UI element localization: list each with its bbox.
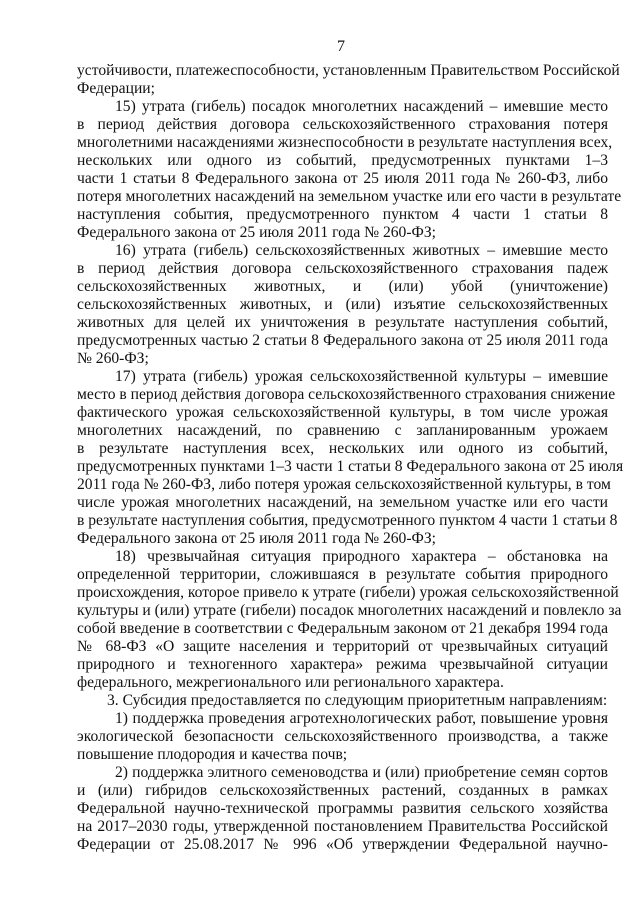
text-line: 2) поддержка элитного семеноводства и (или) приобретение семян сортов bbox=[115, 764, 608, 781]
text-line: нескольких или одного из событий, предусмотренных пунктами 1–3 bbox=[77, 152, 608, 169]
text-line: в период действия договора сельскохозяйственного страхования падеж bbox=[77, 260, 608, 277]
text-line: фактического урожая сельскохозяйственной культуры, в том числе урожая bbox=[77, 404, 608, 421]
text-line: Федеральной научно-технической программы развития сельского хозяйства bbox=[77, 800, 608, 817]
text-line: место в период действия договора сельскохозяйственного страхования снижение bbox=[77, 386, 616, 403]
text-line: устойчивости, платежеспособности, установленным Правительством Российской bbox=[77, 62, 620, 79]
text-line: сельскохозяйственных животных, и (или) изъятие сельскохозяйственных bbox=[77, 296, 608, 313]
paragraph-item-18 bbox=[77, 548, 622, 692]
page-number: 7 bbox=[337, 38, 345, 55]
paragraph-item-17 bbox=[77, 368, 624, 548]
text-line: происхождения, которое привело к утрате (гибели) урожая сельскохозяйственной bbox=[77, 584, 619, 601]
text-line: федерального, межрегионального или регионального характера. bbox=[77, 674, 504, 691]
text-line: сельскохозяйственных животных, и (или) убой (уничтожение) bbox=[77, 278, 608, 295]
paragraph-item-16 bbox=[77, 242, 608, 368]
text-line: Федерального закона от 25 июля 2011 года № 260-ФЗ; bbox=[77, 530, 437, 547]
text-line: в результате наступления события, предусмотренного пунктом 4 части 1 статьи 8 bbox=[77, 512, 618, 529]
paragraph-direction-1 bbox=[77, 710, 608, 764]
text-line: многолетними насаждениями жизнеспособности в результате наступления всех, bbox=[77, 134, 613, 151]
text-line: на 2017–2030 годы, утвержденной постановлением Правительства Российской bbox=[77, 818, 608, 835]
text-line: повышение плодородия и качества почв; bbox=[77, 746, 348, 763]
paragraph-item-15 bbox=[77, 98, 622, 242]
text-line: собой введение в соответствии с Федеральным законом от 21 декабря 1994 года bbox=[77, 620, 609, 637]
text-line: 2011 года № 260-ФЗ, либо потеря урожая сельскохозяйственной культуры, в том bbox=[77, 476, 611, 493]
text-line: определенной территории, сложившаяся в результате события природного bbox=[77, 566, 608, 583]
document-body bbox=[77, 62, 624, 854]
text-line: 18) чрезвычайная ситуация природного характера – обстановка на bbox=[115, 548, 608, 565]
text-line: предусмотренных частью 2 статьи 8 Федерального закона от 25 июля 2011 года bbox=[77, 332, 608, 349]
text-line: Федерации от 25.08.2017 № 996 «Об утверждении Федеральной научно- bbox=[77, 836, 608, 853]
text-line: экологической безопасности сельскохозяйственного производства, а также bbox=[77, 728, 608, 745]
text-line: № 260-ФЗ; bbox=[77, 350, 149, 367]
paragraph-direction-2 bbox=[77, 764, 608, 854]
text-line: предусмотренных пунктами 1–3 части 1 статьи 8 Федерального закона от 25 июля bbox=[77, 458, 624, 475]
text-line: 17) утрата (гибель) урожая сельскохозяйственной культуры – имевшие bbox=[115, 368, 608, 385]
text-line: Федерации; bbox=[77, 80, 155, 97]
paragraph-continuation bbox=[77, 62, 620, 98]
text-line: в период действия договора сельскохозяйственного страхования потеря bbox=[77, 116, 608, 133]
text-line: культуры и (или) утрате (гибели) посадок многолетних насаждений и повлекло за bbox=[77, 602, 622, 619]
text-line: животных для целей их уничтожения в результате наступления событий, bbox=[77, 314, 608, 331]
text-line: наступления события, предусмотренного пунктом 4 части 1 статьи 8 bbox=[77, 206, 608, 223]
text-line: многолетних насаждений, по сравнению с запланированным урожаем bbox=[77, 422, 608, 439]
text-line: части 1 статьи 8 Федерального закона от 25 июля 2011 года № 260-ФЗ, либо bbox=[77, 170, 608, 187]
text-line: числе урожая многолетних насаждений, на земельном участке или его части bbox=[77, 494, 608, 511]
text-line: и (или) гибридов сельскохозяйственных растений, созданных в рамках bbox=[77, 782, 608, 799]
text-line: 1) поддержка проведения агротехнологических работ, повышение уровня bbox=[115, 710, 608, 727]
text-line: № 68-ФЗ «О защите населения и территорий от чрезвычайных ситуаций bbox=[77, 638, 608, 655]
text-line: природного и техногенного характера» режима чрезвычайной ситуации bbox=[77, 656, 608, 673]
text-line: Федерального закона от 25 июля 2011 года № 260-ФЗ; bbox=[77, 224, 437, 241]
text-line: 15) утрата (гибель) посадок многолетних насаждений – имевшие место bbox=[115, 98, 608, 115]
paragraph-section-3 bbox=[77, 692, 608, 710]
text-line: в результате наступления всех, нескольких или одного из событий, bbox=[77, 440, 608, 457]
text-line: 3. Субсидия предоставляется по следующим приоритетным направлениям: bbox=[107, 692, 608, 709]
text-line: 16) утрата (гибель) сельскохозяйственных животных – имевшие место bbox=[115, 242, 608, 259]
text-line: потеря многолетних насаждений на земельном участке или его части в результате bbox=[77, 188, 622, 205]
